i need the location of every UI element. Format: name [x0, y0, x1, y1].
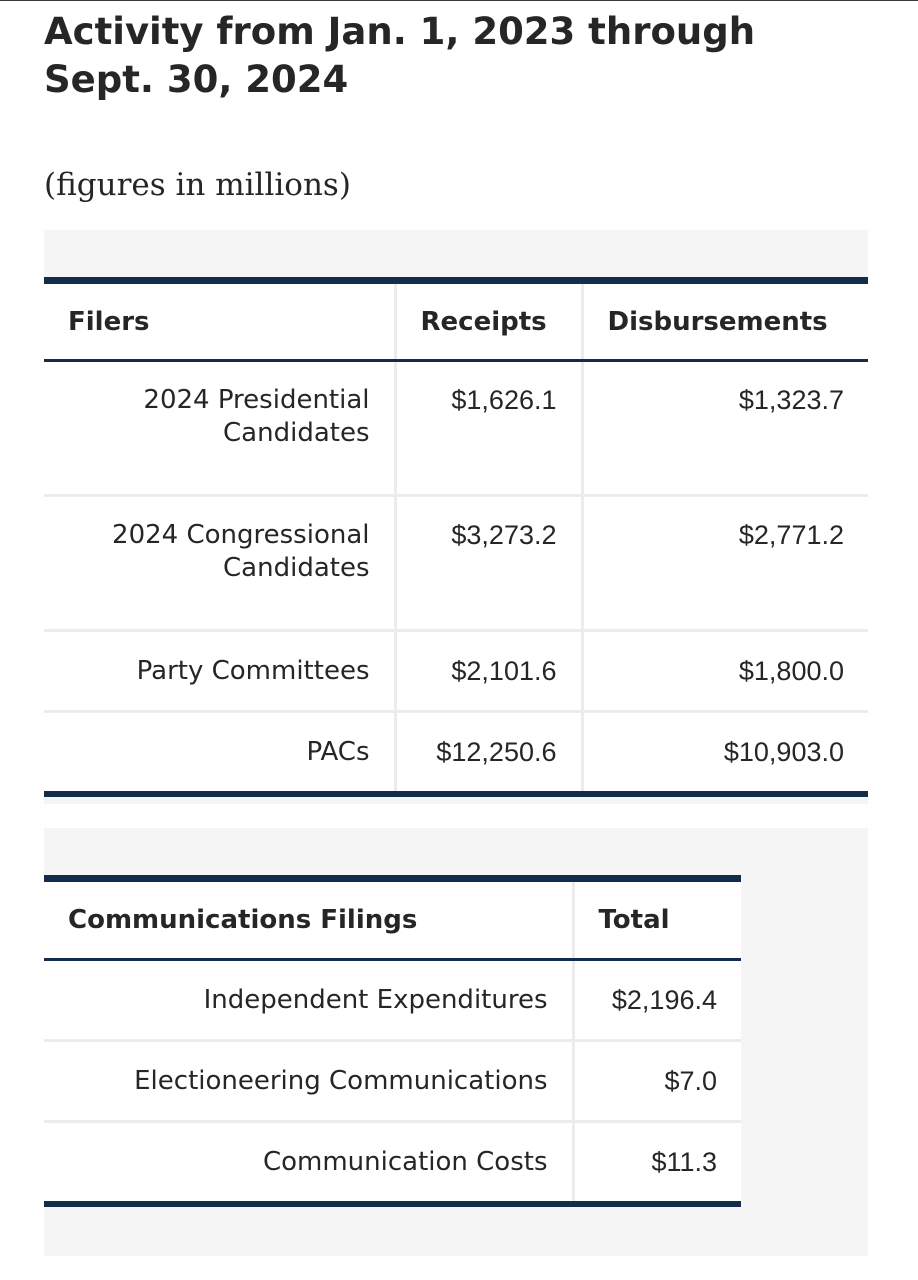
filing-type: Communication Costs — [44, 1122, 573, 1205]
filer-name: Party Committees — [44, 631, 395, 712]
receipts-value: $3,273.2 — [395, 496, 582, 631]
table-row — [44, 361, 868, 496]
disbursements-value: $2,771.2 — [582, 496, 868, 631]
communications-table — [44, 875, 741, 1207]
disbursements-value: $1,323.7 — [582, 361, 868, 496]
filing-type: Independent Expenditures — [203, 985, 548, 1015]
column-header-disbursements: Disbursements — [582, 281, 868, 361]
total-value: $2,196.4 — [573, 960, 741, 1041]
page-title: Activity from Jan. 1, 2023 through Sept. 30, 2024 — [44, 10, 756, 101]
total-value: $11.3 — [573, 1122, 741, 1205]
table-row — [44, 1041, 741, 1122]
column-header-filers: Filers — [44, 281, 395, 361]
table-row — [44, 631, 868, 712]
table-row — [44, 496, 868, 631]
table-header-row — [44, 281, 868, 361]
table-row — [44, 1122, 741, 1205]
receipts-value: $1,626.1 — [395, 361, 582, 496]
receipts-value: $12,250.6 — [395, 712, 582, 795]
filer-name: PACs — [44, 712, 395, 795]
column-header-receipts: Receipts — [395, 281, 582, 361]
units-note: (figures in millions) — [44, 167, 351, 203]
table-row — [44, 960, 741, 1041]
top-divider — [0, 0, 918, 1]
filer-name: 2024 Congressional Candidates — [44, 496, 395, 631]
table-header-row — [44, 879, 741, 960]
filer-name: 2024 Presidential Candidates — [143, 385, 370, 448]
table-row — [44, 712, 868, 795]
filers-table — [44, 277, 868, 797]
disbursements-value: $10,903.0 — [582, 712, 868, 795]
total-value: $7.0 — [573, 1041, 741, 1122]
filing-type: Electioneering Communications — [44, 1041, 573, 1122]
disbursements-value: $1,800.0 — [582, 631, 868, 712]
column-header-communications-filings: Communications Filings — [44, 879, 573, 960]
column-header-total: Total — [573, 879, 741, 960]
receipts-value: $2,101.6 — [395, 631, 582, 712]
